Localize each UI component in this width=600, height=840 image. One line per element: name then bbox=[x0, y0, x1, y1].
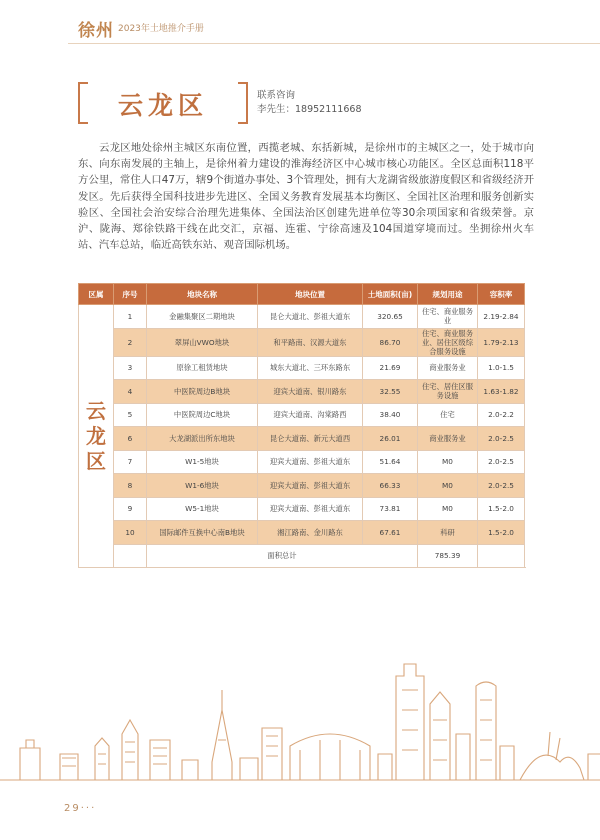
table-row bbox=[79, 474, 525, 498]
page-number: 29··· bbox=[64, 803, 97, 814]
cell-no: 8 bbox=[114, 474, 147, 498]
cell-name: 中医院周边C地块 bbox=[147, 403, 258, 427]
cell-name: W1-5地块 bbox=[147, 450, 258, 474]
cell-location: 迎宾大道南、彭祖大道东 bbox=[258, 450, 363, 474]
cell-far: 1.0-1.5 bbox=[478, 356, 525, 380]
table-row bbox=[79, 403, 525, 427]
table-row bbox=[79, 380, 525, 404]
cell-no: 9 bbox=[114, 497, 147, 521]
city-skyline-illustration bbox=[0, 650, 600, 785]
cell-area: 26.01 bbox=[363, 427, 418, 451]
district-char: 云 bbox=[86, 398, 106, 423]
cell-use: 住宅、商业服务业 bbox=[418, 305, 478, 329]
total-area: 785.39 bbox=[418, 544, 478, 568]
cell-no: 10 bbox=[114, 521, 147, 545]
district-char: 龙 bbox=[86, 423, 106, 448]
cell-location: 迎宾大道南、沟棠路西 bbox=[258, 403, 363, 427]
cell-location: 昆仑大道北、彭祖大道东 bbox=[258, 305, 363, 329]
table-row bbox=[79, 450, 525, 474]
table-row bbox=[79, 521, 525, 545]
table-row bbox=[79, 328, 525, 356]
cell-name: W5-1地块 bbox=[147, 497, 258, 521]
column-header: 地块位置 bbox=[258, 284, 363, 305]
cell-area: 51.64 bbox=[363, 450, 418, 474]
cell-name: 原徐工租赁地块 bbox=[147, 356, 258, 380]
cell-location: 迎宾大道南、彭祖大道东 bbox=[258, 497, 363, 521]
cell-far: 2.0-2.5 bbox=[478, 427, 525, 451]
cell-area: 21.69 bbox=[363, 356, 418, 380]
cell-no: 7 bbox=[114, 450, 147, 474]
cell-area: 67.61 bbox=[363, 521, 418, 545]
column-header: 地块名称 bbox=[147, 284, 258, 305]
cell-no: 2 bbox=[114, 328, 147, 356]
cell-location: 湘江路南、金川路东 bbox=[258, 521, 363, 545]
cell-area: 320.65 bbox=[363, 305, 418, 329]
total-blank bbox=[114, 544, 147, 568]
intro-paragraph: 云龙区地处徐州主城区东南位置，西揽老城、东括新城，是徐州市的主城区之一，处于城市向东、向东南发展的主轴上，是徐州着力建设的淮海经济区中心城市核心功能区。全区总面积118平方公里，常住人口47万，辖9个街道办事处、3个管理处，拥有大龙湖省级旅游度假区和省级经济开发区。先后获得全国科技进步先进区、全国义务教育发展基本均衡区、全国社区治理和服务创新实验区、全国社会治安综合治理先进集体、全国法治区创建先进单位等30余项国家和省级荣誉。京沪、陇海、郑徐铁路干线在此交汇，京福、连霍、宁徐高速及104国道穿境而过。坐拥徐州火车站、汽车总站，临近高铁东站、观音国际机场。 bbox=[78, 142, 534, 252]
cell-far: 1.79-2.13 bbox=[478, 328, 525, 356]
cell-name: 国际邮件互换中心南B地块 bbox=[147, 521, 258, 545]
cell-name: 中医院周边B地块 bbox=[147, 380, 258, 404]
section-title-box bbox=[78, 82, 248, 122]
brand-logo: 徐州 bbox=[78, 21, 114, 41]
column-header: 规划用途 bbox=[418, 284, 478, 305]
column-header: 容积率 bbox=[478, 284, 525, 305]
cell-far: 2.0-2.5 bbox=[478, 450, 525, 474]
cell-use: M0 bbox=[418, 474, 478, 498]
header-subtitle: 2023年土地推介手册 bbox=[118, 24, 204, 34]
column-header: 土地面积(亩) bbox=[363, 284, 418, 305]
cell-area: 66.33 bbox=[363, 474, 418, 498]
cell-use: 商业服务业 bbox=[418, 427, 478, 451]
district-char: 区 bbox=[86, 448, 106, 473]
total-label: 面积总计 bbox=[147, 544, 418, 568]
cell-no: 1 bbox=[114, 305, 147, 329]
cell-no: 5 bbox=[114, 403, 147, 427]
table-header-row bbox=[79, 284, 525, 305]
cell-location: 城东大道北、三环东路东 bbox=[258, 356, 363, 380]
table-row bbox=[79, 497, 525, 521]
table-row bbox=[79, 305, 525, 329]
cell-far: 1.5-2.0 bbox=[478, 521, 525, 545]
header-divider bbox=[68, 43, 600, 44]
cell-use: M0 bbox=[418, 497, 478, 521]
cell-no: 3 bbox=[114, 356, 147, 380]
cell-name: W1-6地块 bbox=[147, 474, 258, 498]
table-row bbox=[79, 427, 525, 451]
cell-no: 4 bbox=[114, 380, 147, 404]
cell-use: 住宅、居住区服务设施 bbox=[418, 380, 478, 404]
cell-location: 迎宾大道南、银川路东 bbox=[258, 380, 363, 404]
column-header: 序号 bbox=[114, 284, 147, 305]
cell-location: 迎宾大道南、彭祖大道东 bbox=[258, 474, 363, 498]
cell-use: 住宅、商业服务业、居住区级综合服务设施 bbox=[418, 328, 478, 356]
cell-far: 1.63-1.82 bbox=[478, 380, 525, 404]
cell-area: 73.81 bbox=[363, 497, 418, 521]
cell-location: 昆仑大道南、新元大道西 bbox=[258, 427, 363, 451]
cell-use: 科研 bbox=[418, 521, 478, 545]
table-row bbox=[79, 356, 525, 380]
contact-block bbox=[257, 89, 362, 117]
cell-location: 和平路南、汉源大道东 bbox=[258, 328, 363, 356]
cell-no: 6 bbox=[114, 427, 147, 451]
district-cell bbox=[79, 305, 114, 568]
total-row bbox=[79, 544, 525, 568]
cell-far: 2.0-2.5 bbox=[478, 474, 525, 498]
cell-far: 2.19-2.84 bbox=[478, 305, 525, 329]
cell-use: 商业服务业 bbox=[418, 356, 478, 380]
cell-area: 86.70 bbox=[363, 328, 418, 356]
cell-far: 1.5-2.0 bbox=[478, 497, 525, 521]
cell-use: 住宅 bbox=[418, 403, 478, 427]
cell-area: 32.55 bbox=[363, 380, 418, 404]
cell-area: 38.40 bbox=[363, 403, 418, 427]
cell-name: 金融集聚区二期地块 bbox=[147, 305, 258, 329]
section-title: 云龙区 bbox=[117, 91, 208, 120]
cell-name: 翠屏山VWO地块 bbox=[147, 328, 258, 356]
cell-name: 大龙湖派出所东地块 bbox=[147, 427, 258, 451]
right-bracket bbox=[238, 82, 248, 124]
contact-person: 李先生：18952111668 bbox=[257, 104, 362, 115]
column-header: 区属 bbox=[79, 284, 114, 305]
cell-use: M0 bbox=[418, 450, 478, 474]
cell-far: 2.0-2.2 bbox=[478, 403, 525, 427]
land-table bbox=[78, 283, 525, 568]
total-blank bbox=[478, 544, 525, 568]
contact-label: 联系咨询 bbox=[257, 90, 296, 101]
